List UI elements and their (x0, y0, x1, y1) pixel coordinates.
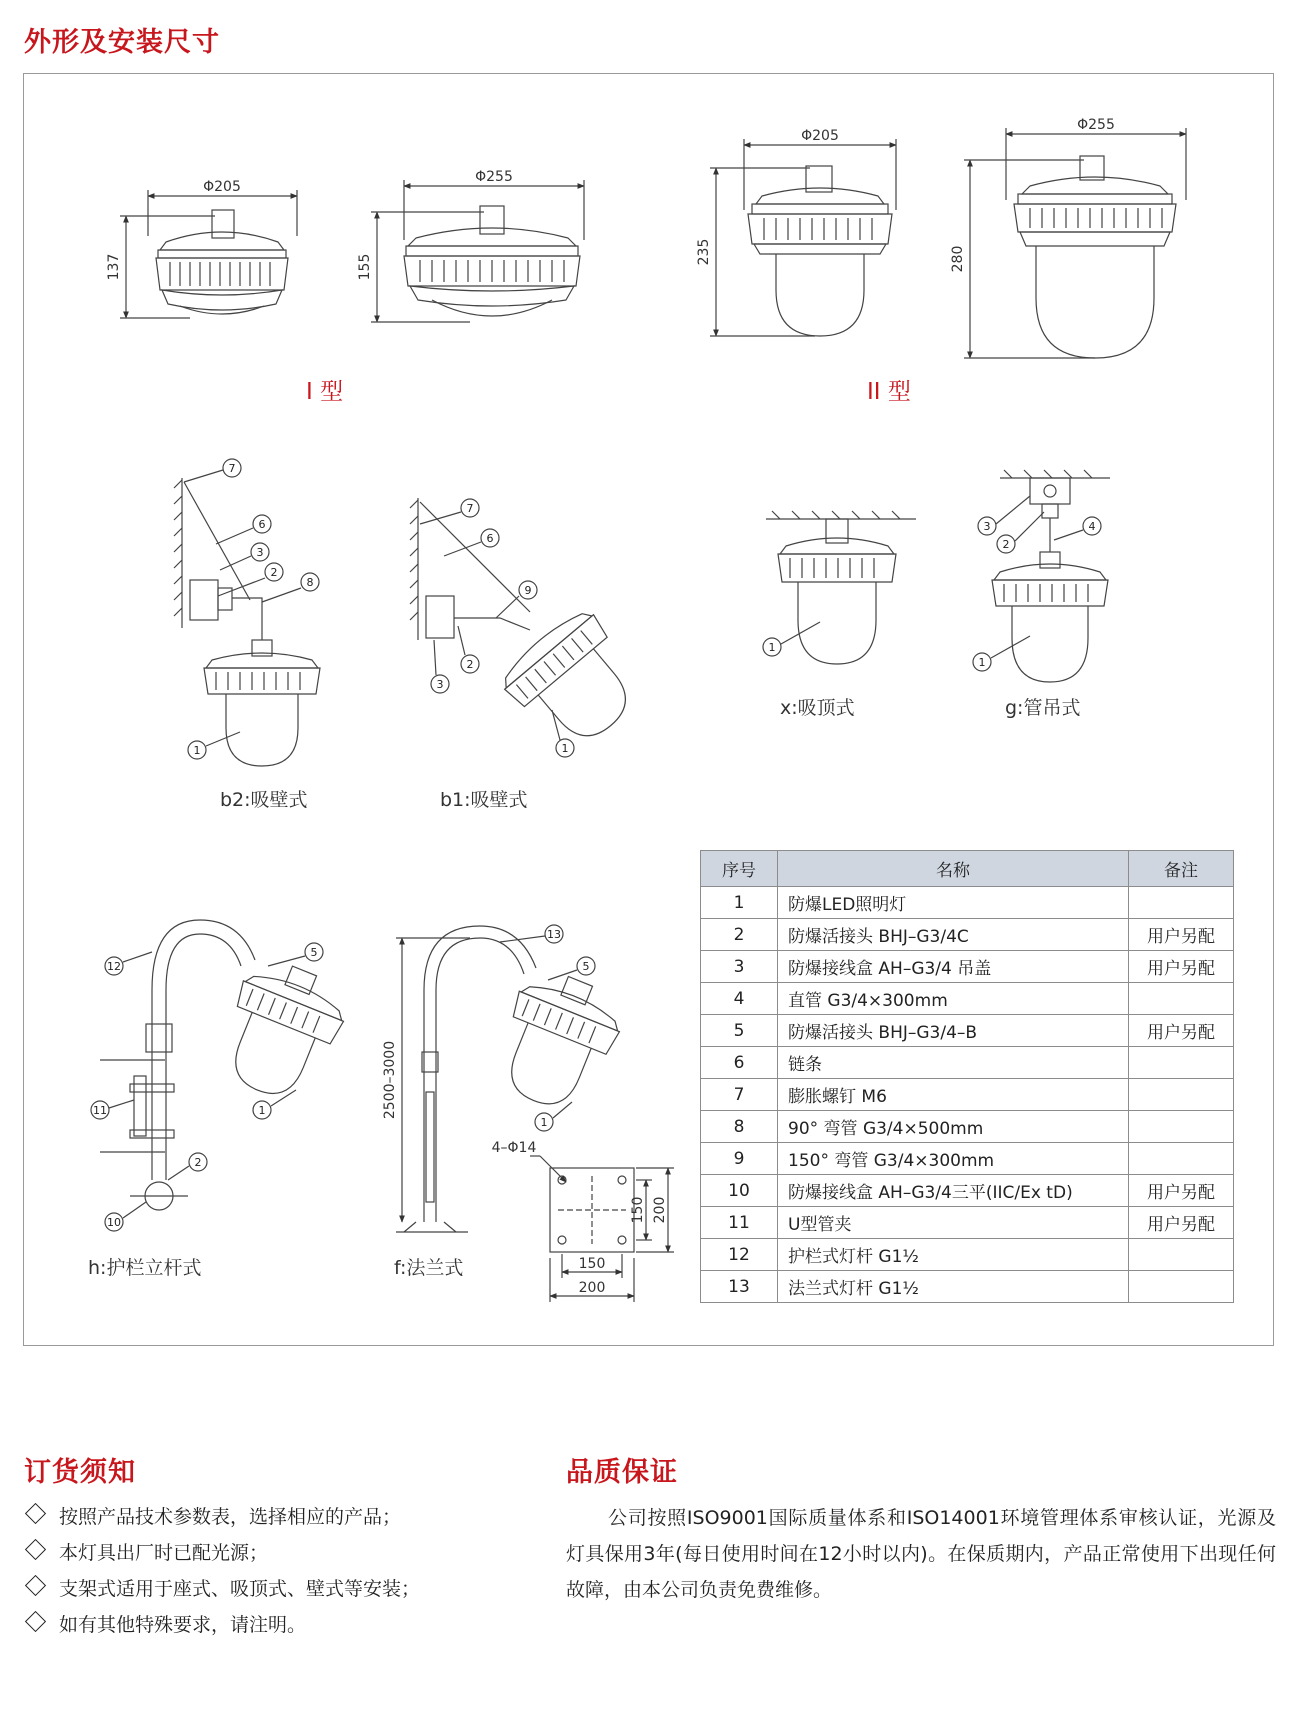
section-title-ordering: 订货须知 (24, 1457, 136, 1488)
dim-type2-large-dia: Φ255 (1077, 117, 1115, 133)
install-b1-label: b1:吸壁式 (440, 789, 528, 811)
dim-flange-pole-height: 2500–3000 (382, 1040, 398, 1120)
ordering-note-text: 支架式适用于座式、吸顶式、壁式等安装； (59, 1578, 421, 1600)
dim-flange-150-v: 150 (630, 1196, 646, 1224)
table-row (701, 1239, 1234, 1271)
install-g-drawing (992, 470, 1110, 682)
dim-flange-150-h: 150 (578, 1256, 606, 1272)
cell-note: 用户另配 (1129, 1207, 1234, 1239)
dim-flange-holes: 4–Φ14 (491, 1140, 537, 1156)
cell-name: 链条 (778, 1047, 1129, 1079)
install-h-label: h:护栏立杆式 (88, 1257, 202, 1279)
callout-1: 1 (561, 742, 569, 755)
dim-type1-small-dia: Φ205 (203, 179, 241, 195)
cell-no: 5 (701, 1015, 778, 1047)
table-row (701, 1271, 1234, 1303)
table-row (701, 1207, 1234, 1239)
quality-guarantee-text: 公司按照ISO9001国际质量体系和ISO14001环境管理体系审核认证，光源及灯具保用3年(每日使用时间在12小时以内)。在保质期内，产品正常使用下出现任何故障，由本公司负责免费维修。 (566, 1507, 1276, 1601)
cell-note (1129, 1079, 1234, 1111)
table-row (701, 951, 1234, 983)
cell-name: 防爆接线盒 AH–G3/4三平(IIC/Ex tD) (778, 1175, 1129, 1207)
dim-type1-small-height: 137 (106, 253, 122, 281)
table-row (701, 919, 1234, 951)
table-header-row (701, 851, 1234, 887)
col-header-no: 序号 (701, 851, 778, 887)
dim-type1-large-height: 155 (357, 253, 373, 281)
cell-no: 9 (701, 1143, 778, 1175)
callout-2: 2 (466, 658, 474, 671)
ordering-note-text: 本灯具出厂时已配光源； (59, 1542, 269, 1564)
install-f-drawing (396, 926, 674, 1302)
dim-flange-200-v: 200 (652, 1196, 668, 1224)
cell-note (1129, 1239, 1234, 1271)
col-header-name: 名称 (778, 851, 1129, 887)
callout-11: 11 (93, 1104, 107, 1117)
table-row (701, 1079, 1234, 1111)
callout-7: 7 (466, 502, 474, 515)
cell-note (1129, 1271, 1234, 1303)
table-row (701, 1047, 1234, 1079)
callout-8: 8 (306, 576, 314, 589)
cell-note: 用户另配 (1129, 951, 1234, 983)
cell-name: 防爆接线盒 AH–G3/4 吊盖 (778, 951, 1129, 983)
callout-9: 9 (524, 584, 532, 597)
ordering-note (24, 1502, 401, 1529)
install-f-label: f:法兰式 (394, 1257, 464, 1279)
lamp-type1-small-drawing (120, 190, 297, 318)
dim-flange-200-h: 200 (578, 1280, 606, 1296)
cell-name: 90° 弯管 G3/4×500mm (778, 1111, 1129, 1143)
cell-note: 用户另配 (1129, 1015, 1234, 1047)
dim-type2-small-dia: Φ205 (801, 128, 839, 144)
section-title-quality: 品质保证 (566, 1457, 678, 1488)
cell-name: 直管 G3/4×300mm (778, 983, 1129, 1015)
cell-no: 1 (701, 887, 778, 919)
callout-1: 1 (258, 1104, 266, 1117)
callout-1: 1 (768, 641, 776, 654)
cell-no: 6 (701, 1047, 778, 1079)
cell-note: 用户另配 (1129, 919, 1234, 951)
install-x-label: x:吸顶式 (780, 697, 855, 719)
callout-3: 3 (256, 546, 264, 559)
table-row (701, 1111, 1234, 1143)
install-g-label: g:管吊式 (1005, 697, 1081, 719)
callout-3: 3 (983, 520, 991, 533)
install-b1-drawing (410, 498, 655, 763)
install-b2-drawing (174, 478, 320, 766)
cell-name: 护栏式灯杆 G1½ (778, 1239, 1129, 1271)
lamp-type2-large-drawing (964, 128, 1186, 358)
install-b2-label: b2:吸壁式 (220, 789, 308, 811)
table-row (701, 983, 1234, 1015)
callout-6: 6 (258, 518, 266, 531)
callout-1: 1 (193, 744, 201, 757)
cell-name: 防爆活接头 BHJ–G3/4C (778, 919, 1129, 951)
ordering-note-text: 如有其他特殊要求，请注明。 (59, 1614, 307, 1636)
callout-5: 5 (310, 946, 318, 959)
diamond-bullet-icon (25, 1611, 46, 1632)
diamond-bullet-icon (25, 1539, 46, 1560)
cell-name: 膨胀螺钉 M6 (778, 1079, 1129, 1111)
cell-note (1129, 983, 1234, 1015)
callout-1: 1 (540, 1116, 548, 1129)
callout-1: 1 (978, 656, 986, 669)
callout-2: 2 (270, 566, 278, 579)
cell-no: 11 (701, 1207, 778, 1239)
cell-note (1129, 1047, 1234, 1079)
cell-no: 8 (701, 1111, 778, 1143)
dim-type2-large-height: 280 (950, 245, 966, 273)
cell-no: 10 (701, 1175, 778, 1207)
cell-note (1129, 1111, 1234, 1143)
table-row (701, 1143, 1234, 1175)
lamp-type1-large-drawing (371, 180, 584, 322)
cell-name: U型管夹 (778, 1207, 1129, 1239)
ordering-note-text: 按照产品技术参数表，选择相应的产品； (59, 1506, 402, 1528)
cell-name: 法兰式灯杆 G1½ (778, 1271, 1129, 1303)
ordering-note (24, 1538, 268, 1565)
type1-label: I 型 (306, 379, 344, 405)
section-title-dimensions: 外形及安装尺寸 (24, 27, 220, 58)
callout-2: 2 (194, 1156, 202, 1169)
callout-12: 12 (107, 960, 121, 973)
cell-note (1129, 1143, 1234, 1175)
parts-table (700, 850, 1234, 1303)
lamp-type2-small-drawing (710, 139, 896, 336)
cell-no: 4 (701, 983, 778, 1015)
diamond-bullet-icon (25, 1503, 46, 1524)
col-header-note: 备注 (1129, 851, 1234, 887)
cell-no: 7 (701, 1079, 778, 1111)
callout-5: 5 (582, 960, 590, 973)
cell-name: 150° 弯管 G3/4×300mm (778, 1143, 1129, 1175)
callout-10: 10 (107, 1216, 121, 1229)
cell-no: 3 (701, 951, 778, 983)
callout-4: 4 (1088, 520, 1096, 533)
dim-type1-large-dia: Φ255 (475, 169, 513, 185)
cell-note: 用户另配 (1129, 1175, 1234, 1207)
cell-no: 13 (701, 1271, 778, 1303)
callout-13: 13 (547, 928, 561, 941)
dim-type2-small-height: 235 (696, 238, 712, 266)
cell-note (1129, 887, 1234, 919)
callout-7: 7 (228, 462, 236, 475)
cell-name: 防爆LED照明灯 (778, 887, 1129, 919)
type2-label: II 型 (867, 379, 911, 405)
table-row (701, 1175, 1234, 1207)
table-row (701, 887, 1234, 919)
install-x-drawing (766, 511, 916, 664)
ordering-note (24, 1574, 420, 1601)
cell-no: 2 (701, 919, 778, 951)
cell-name: 防爆活接头 BHJ–G3/4–B (778, 1015, 1129, 1047)
install-h-drawing (100, 920, 356, 1210)
ordering-note (24, 1610, 306, 1637)
cell-no: 12 (701, 1239, 778, 1271)
diamond-bullet-icon (25, 1575, 46, 1596)
callout-3: 3 (436, 678, 444, 691)
table-row (701, 1015, 1234, 1047)
callout-2: 2 (1002, 538, 1010, 551)
callout-6: 6 (486, 532, 494, 545)
